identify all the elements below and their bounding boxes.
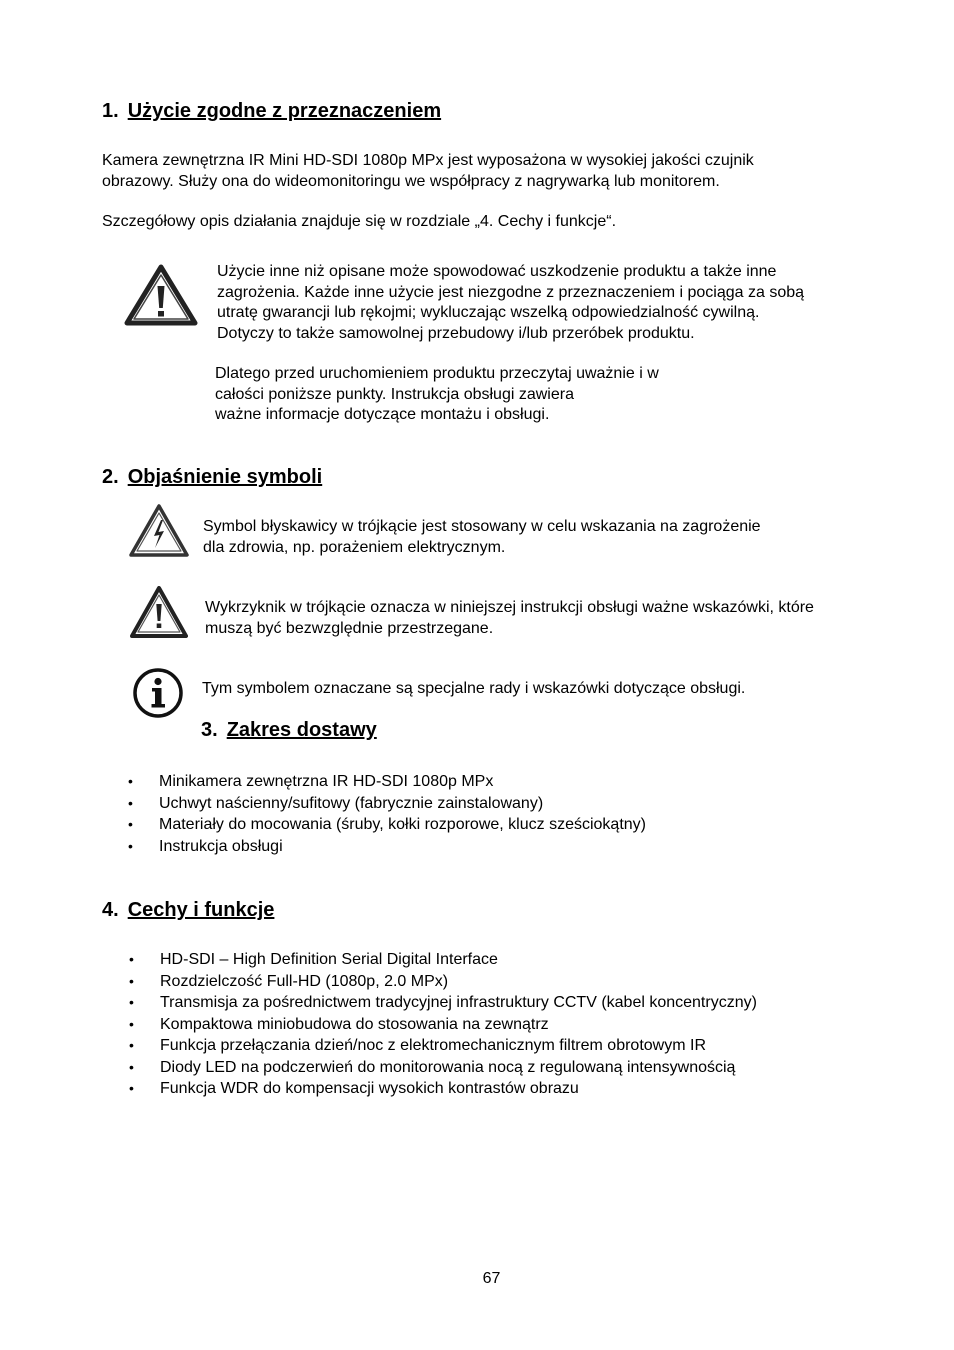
list-item: • Funkcja przełączania dzień/noc z elektromechanicznym filtrem obrotowym IR [160,1035,757,1057]
page-number: 67 [482,1270,501,1287]
list-item: • Funkcja WDR do kompensacji wysokich kontrastów obrazu [160,1078,757,1100]
section-title: Objaśnienie symboli [127,466,323,488]
section-title: Cechy i funkcje [127,899,275,921]
section-1-heading [102,100,441,123]
text-line: dla zdrowia, np. porażeniem elektrycznym. [203,538,506,556]
list-item: • Transmisja za pośrednictwem tradycyjnej infrastruktury CCTV (kabel koncentryczny) [160,992,757,1014]
lightning-description [203,517,761,558]
warning-triangle-icon [124,264,198,326]
text-line: muszą być bezwzględnie przestrzegane. [205,619,494,637]
list-item: • Kompaktowa miniobudowa do stosowania na zewnątrz [160,1014,757,1036]
warning-paragraph-2 [215,364,659,426]
text-line: całości poniższe punkty. Instrukcja obsługi zawiera [215,385,574,403]
info-icon [132,667,184,719]
list-item: • Uchwyt naścienny/sufitowy (fabrycznie zainstalowany) [159,793,646,815]
list-item: • Instrukcja obsługi [159,836,646,858]
section-2-heading [102,466,322,489]
text-line: Wykrzyknik w trójkącie oznacza w niniejszej instrukcji obsługi ważne wskazówki, które [205,599,814,616]
features-list [160,949,757,1100]
section-title: Zakres dostawy [226,719,377,741]
text-line: ważne informacje dotyczące montażu i obsługi. [215,406,550,423]
section-number: 4. [102,899,119,921]
text-line: Dotyczy to także samowolnej przebudowy i/lub przeróbek produktu. [217,324,695,342]
reference-paragraph [102,212,616,233]
text-line: Użycie inne niż opisane może spowodować uszkodzenie produktu a także inne [217,263,777,280]
text-line: Dlatego przed uruchomieniem produktu przeczytaj uważnie i w [215,365,659,382]
delivery-list [159,771,646,857]
section-4-heading [102,899,274,922]
info-description [202,679,745,700]
lightning-triangle-icon [129,504,189,557]
text-line: zagrożenia. Każde inne użycie jest niezgodne z przeznaczeniem i pociąga za sobą [217,283,805,301]
text-line: Symbol błyskawicy w trójkącie jest stosowany w celu wskazania na zagrożenie [203,518,761,535]
section-3-heading [201,719,377,742]
exclamation-description [205,598,814,639]
list-item: • Rozdzielczość Full-HD (1080p, 2.0 MPx) [160,971,757,993]
section-title: Użycie zgodne z przeznaczeniem [127,100,442,122]
section-number: 3. [201,719,218,741]
list-item: • Diody LED na podczerwień do monitorowania nocą z regulowaną intensywnością [160,1057,757,1079]
text-line: utratę gwarancji lub rękojmi; wykluczając wszelką odpowiedzialność cywilną. [217,304,760,321]
list-item: • HD-SDI – High Definition Serial Digital Interface [160,949,757,971]
text-line: Kamera zewnętrzna IR Mini HD-SDI 1080p MPx jest wyposażona w wysokiej jakości czujnik [102,152,754,169]
section-number: 1. [102,100,119,122]
list-item: • Materiały do mocowania (śruby, kołki rozporowe, klucz sześciokątny) [159,814,646,836]
intro-paragraph [102,151,754,192]
text-line: obrazowy. Służy ona do wideomonitoringu we współpracy z nagrywarką lub monitorem. [102,172,720,190]
text-line: Tym symbolem oznaczane są specjalne rady i wskazówki dotyczące obsługi. [202,680,746,697]
section-number: 2. [102,466,119,488]
text-line: Szczegółowy opis działania znajduje się w rozdziale „4. Cechy i funkcje“. [102,213,617,230]
list-item: • Minikamera zewnętrzna IR HD-SDI 1080p MPx [159,771,646,793]
warning-paragraph [217,262,804,344]
exclamation-triangle-icon [130,586,188,638]
